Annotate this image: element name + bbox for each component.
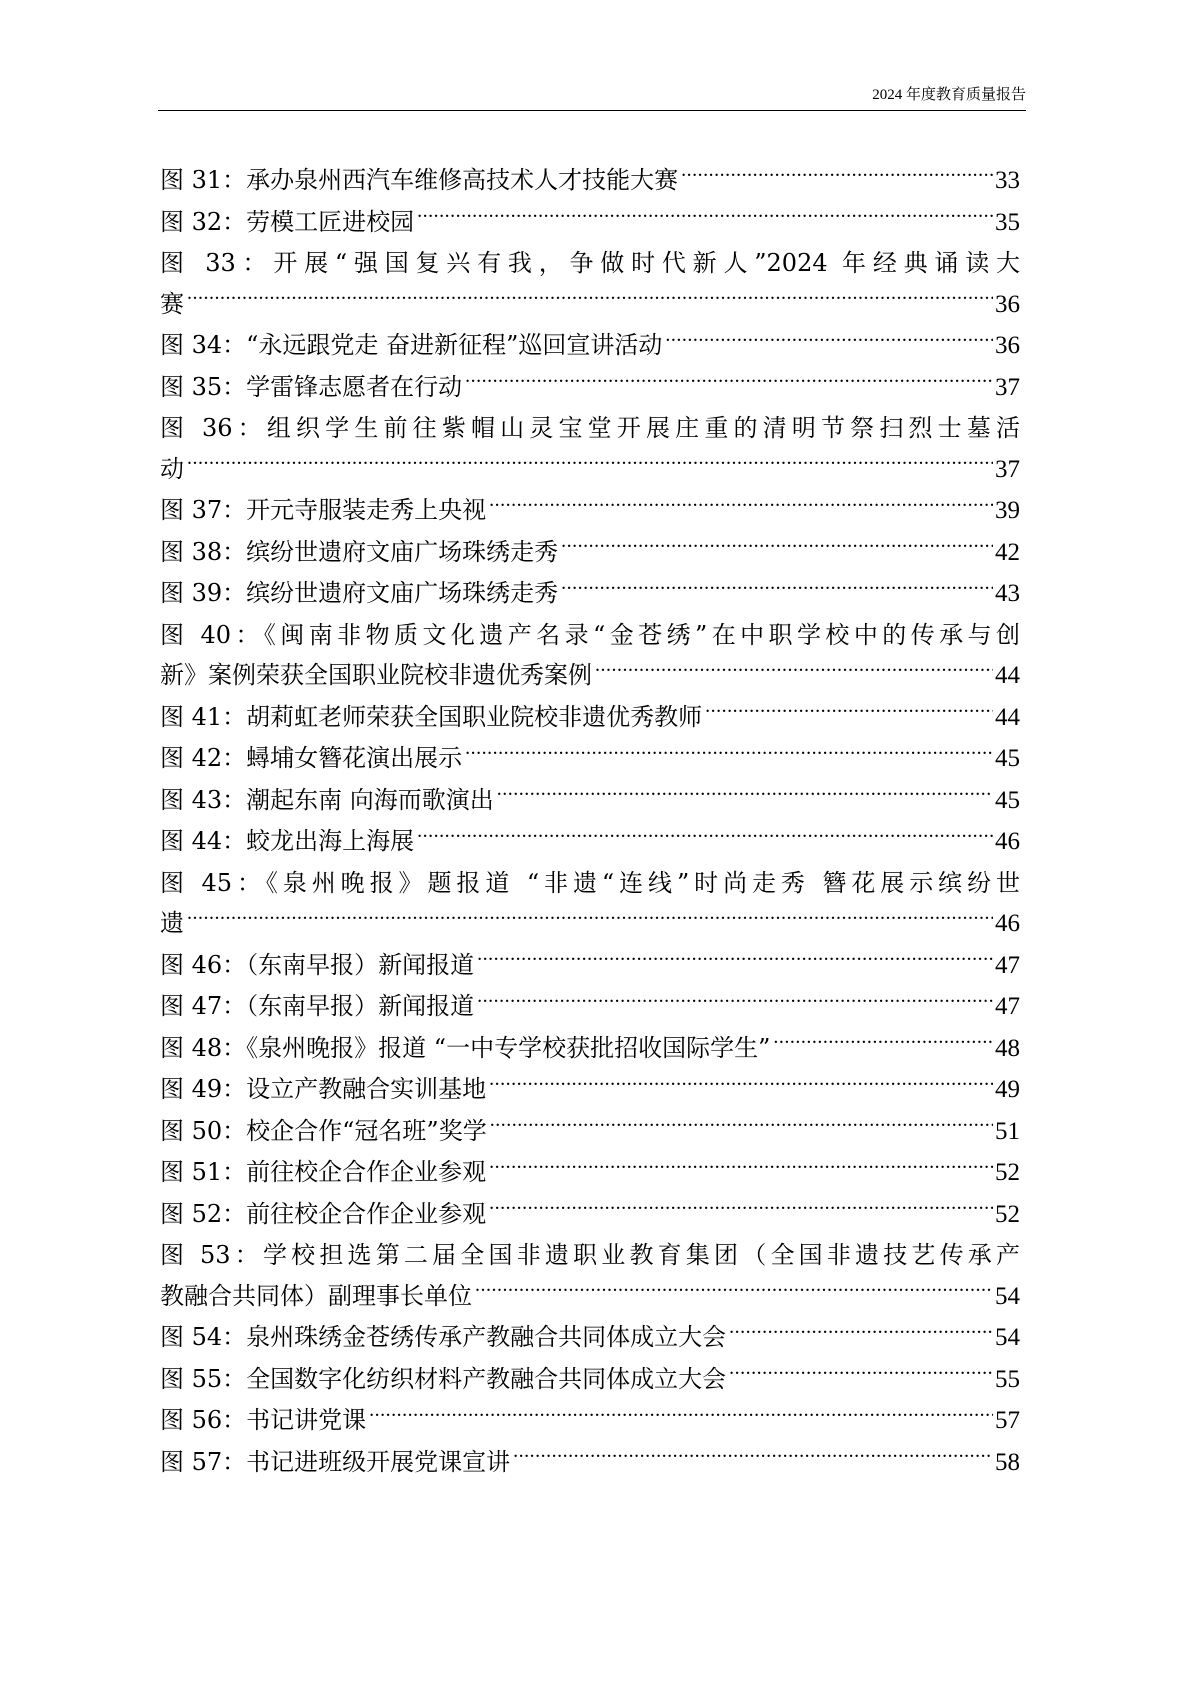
toc-page-number: 44 xyxy=(995,703,1020,731)
toc-entry-text: 图 50：校企合作“冠名班”奖学 xyxy=(160,1116,487,1145)
toc-page-number: 36 xyxy=(995,332,1020,359)
toc-page-number: 45 xyxy=(995,786,1020,814)
toc-entry[interactable] xyxy=(160,986,1020,1028)
toc-entry-text: 图 55：全国数字化纺织材料产教融合共同体成立大会 xyxy=(160,1364,727,1393)
toc-leader-dots xyxy=(487,1115,993,1139)
toc-page-number: 52 xyxy=(995,1200,1020,1228)
toc-entry-text: 图 39：缤纷世遗府文庙广场珠绣走秀 xyxy=(160,579,559,607)
figure-table-of-contents xyxy=(160,160,1020,1483)
toc-entry-text-line1: 图 45：《泉州晚报》题报道 “非遗“连线”时尚走秀 簪花展示缤纷世 xyxy=(160,868,1020,897)
toc-entry[interactable] xyxy=(160,202,1020,244)
toc-entry[interactable] xyxy=(160,738,1020,780)
toc-leader-dots xyxy=(474,949,993,973)
toc-entry-text: 图 49：设立产教融合实训基地 xyxy=(160,1075,487,1103)
toc-entry-text: 图 56：书记讲党课 xyxy=(160,1406,367,1434)
toc-entry[interactable] xyxy=(160,325,1020,367)
toc-entry-text: 图 47：（东南早报）新闻报道 xyxy=(160,992,475,1020)
toc-page-number: 49 xyxy=(995,1076,1020,1103)
toc-entry[interactable] xyxy=(160,615,1020,697)
toc-entry-text: 图 31：承办泉州西汽车维修高技术人才技能大赛 xyxy=(160,166,679,194)
toc-entry[interactable] xyxy=(160,408,1020,490)
toc-leader-dots xyxy=(592,659,993,683)
toc-leader-dots xyxy=(462,371,993,395)
toc-entry[interactable] xyxy=(160,945,1020,987)
toc-entry[interactable] xyxy=(160,697,1020,739)
toc-entry-text: 遗 xyxy=(160,909,184,937)
toc-entry-text: 图 57：书记进班级开展党课宣讲 xyxy=(160,1447,511,1476)
header-title: 2024 年度教育质量报告 xyxy=(872,87,1026,103)
toc-leader-dots xyxy=(474,990,993,1014)
toc-leader-dots xyxy=(184,453,993,477)
toc-page-number: 46 xyxy=(995,828,1020,855)
toc-entry-text: 图 48：《泉州晚报》报道 “一中专学校获批招收国际学生” xyxy=(160,1033,771,1062)
toc-entry-text: 图 34：“永远跟党走 奋进新征程”巡回宣讲活动 xyxy=(160,331,663,359)
toc-page-number: 54 xyxy=(995,1282,1020,1310)
page-header xyxy=(158,82,1026,111)
toc-leader-dots xyxy=(558,536,993,560)
toc-entry-text: 图 54：泉州珠绣金苍绣传承产教融合共同体成立大会 xyxy=(160,1323,727,1351)
toc-leader-dots xyxy=(486,1156,993,1180)
toc-entry[interactable] xyxy=(160,573,1020,615)
toc-entry-text: 图 38：缤纷世遗府文庙广场珠绣走秀 xyxy=(160,537,559,566)
toc-entry-text: 图 37：开元寺服装走秀上央视 xyxy=(160,496,487,524)
toc-leader-dots xyxy=(558,577,993,601)
toc-entry[interactable] xyxy=(160,1152,1020,1194)
toc-page-number: 47 xyxy=(995,993,1020,1020)
toc-page-number: 47 xyxy=(995,951,1020,979)
toc-entry-text: 图 52：前往校企合作企业参观 xyxy=(160,1199,487,1228)
toc-entry[interactable] xyxy=(160,1400,1020,1442)
toc-leader-dots xyxy=(770,1032,993,1056)
toc-entry-text: 动 xyxy=(160,454,184,483)
toc-leader-dots xyxy=(184,288,993,312)
toc-entry-text: 图 51：前往校企合作企业参观 xyxy=(160,1158,487,1186)
toc-entry-text: 图 46：（东南早报）新闻报道 xyxy=(160,950,475,979)
toc-page-number: 37 xyxy=(995,455,1020,483)
toc-entry[interactable] xyxy=(160,490,1020,532)
toc-page-number: 55 xyxy=(995,1365,1020,1393)
toc-page-number: 33 xyxy=(995,167,1020,194)
toc-leader-dots xyxy=(486,494,993,518)
toc-leader-dots xyxy=(726,1321,993,1345)
toc-leader-dots xyxy=(494,784,993,808)
toc-entry[interactable] xyxy=(160,1194,1020,1236)
toc-leader-dots xyxy=(414,206,993,230)
toc-page-number: 37 xyxy=(995,373,1020,401)
toc-leader-dots xyxy=(510,1446,993,1470)
toc-page-number: 44 xyxy=(995,662,1020,689)
toc-entry[interactable] xyxy=(160,1359,1020,1401)
toc-entry[interactable] xyxy=(160,1235,1020,1317)
toc-entry-text: 新》案例荣获全国职业院校非遗优秀案例 xyxy=(160,661,592,689)
toc-page-number: 45 xyxy=(995,745,1020,772)
toc-entry[interactable] xyxy=(160,780,1020,822)
toc-entry-text: 图 35：学雷锋志愿者在行动 xyxy=(160,372,463,401)
toc-entry[interactable] xyxy=(160,532,1020,574)
toc-page-number: 48 xyxy=(995,1034,1020,1062)
toc-entry[interactable] xyxy=(160,821,1020,863)
toc-entry[interactable] xyxy=(160,863,1020,945)
toc-page-number: 35 xyxy=(995,208,1020,236)
toc-leader-dots xyxy=(486,1198,993,1222)
toc-entry[interactable] xyxy=(160,1442,1020,1484)
toc-leader-dots xyxy=(702,701,993,725)
toc-leader-dots xyxy=(678,164,993,188)
toc-leader-dots xyxy=(184,907,993,931)
toc-entry[interactable] xyxy=(160,1317,1020,1359)
toc-entry[interactable] xyxy=(160,1111,1020,1153)
toc-page-number: 36 xyxy=(995,290,1020,318)
toc-leader-dots xyxy=(414,825,993,849)
toc-page-number: 58 xyxy=(995,1448,1020,1476)
toc-page-number: 46 xyxy=(995,910,1020,937)
toc-leader-dots xyxy=(366,1404,993,1428)
toc-entry-text: 图 42：蟳埔女簪花演出展示 xyxy=(160,744,463,772)
toc-entry[interactable] xyxy=(160,160,1020,202)
toc-entry[interactable] xyxy=(160,367,1020,409)
toc-entry-text-line1: 图 36：组织学生前往紫帽山灵宝堂开展庄重的清明节祭扫烈士墓活 xyxy=(160,414,1020,442)
toc-page-number: 57 xyxy=(995,1407,1020,1434)
toc-page-number: 39 xyxy=(995,497,1020,524)
toc-page-number: 51 xyxy=(995,1117,1020,1145)
toc-entry-text: 图 44：蛟龙出海上海展 xyxy=(160,827,415,855)
toc-leader-dots xyxy=(462,742,993,766)
toc-leader-dots xyxy=(726,1363,993,1387)
toc-leader-dots xyxy=(486,1073,993,1097)
toc-page-number: 43 xyxy=(995,580,1020,607)
toc-entry-text-line1: 图 40：《闽南非物质文化遗产名录“金苍绣”在中职学校中的传承与创 xyxy=(160,620,1020,649)
toc-entry[interactable] xyxy=(160,243,1020,325)
toc-entry[interactable] xyxy=(160,1069,1020,1111)
toc-page-number: 54 xyxy=(995,1324,1020,1351)
toc-entry-text: 赛 xyxy=(160,289,184,318)
toc-entry[interactable] xyxy=(160,1028,1020,1070)
toc-entry-text-line1: 图 53：学校担选第二届全国非遗职业教育集团（全国非遗技艺传承产 xyxy=(160,1241,1020,1269)
toc-page-number: 52 xyxy=(995,1159,1020,1186)
toc-leader-dots xyxy=(472,1280,993,1304)
toc-page-number: 42 xyxy=(995,538,1020,566)
toc-leader-dots xyxy=(662,329,993,353)
toc-entry-text: 图 32：劳模工匠进校园 xyxy=(160,207,415,236)
toc-entry-text: 图 41：胡莉虹老师荣获全国职业院校非遗优秀教师 xyxy=(160,702,703,731)
toc-entry-text: 教融合共同体）副理事长单位 xyxy=(160,1281,472,1310)
toc-entry-text-line1: 图 33：开展“强国复兴有我，争做时代新人”2024 年经典诵读大 xyxy=(160,249,1020,277)
toc-entry-text: 图 43：潮起东南 向海而歌演出 xyxy=(160,785,494,814)
